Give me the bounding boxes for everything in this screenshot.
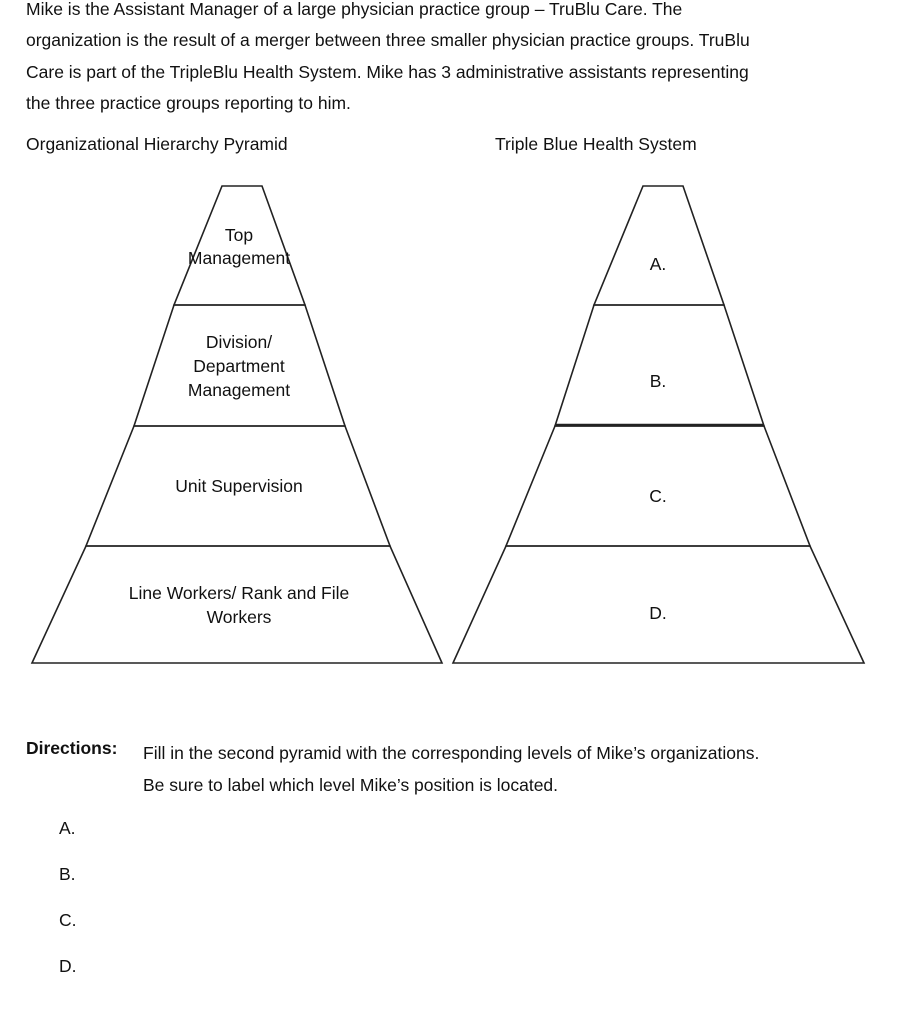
left-line-label-2: Workers [206,607,272,627]
right-level-c-label: C. [649,486,667,506]
intro-line-3: Care is part of the TripleBlu Health System. Mike has 3 administrative assistants representing [26,61,749,82]
directions-line-2: Be sure to label which level Mike’s position is located. [143,775,559,795]
directions-text [143,737,883,801]
right-level-a-shape [594,186,724,305]
answer-d-label: D. [59,956,77,976]
answer-a-label: A. [59,818,76,838]
directions-label: Directions: [26,738,118,758]
intro-line-4: the three practice groups reporting to him. [26,92,351,113]
left-division-label-1: Division/ [205,332,273,352]
left-top-label-1: Top [224,225,254,245]
answer-b-label: B. [59,864,76,884]
left-level-line-shape [32,546,442,663]
left-line-label-1: Line Workers/ Rank and File [128,583,350,603]
right-level-d-label: D. [649,603,667,623]
left-unit-label: Unit Supervision [175,476,303,496]
right-level-a-label: A. [649,254,667,274]
left-pyramid-heading: Organizational Hierarchy Pyramid [26,134,288,154]
right-level-b-label: B. [649,371,667,391]
left-top-label-2: Management [187,248,291,268]
right-pyramid-labels [649,254,667,623]
right-level-b-shape [555,305,764,426]
intro-line-1: Mike is the Assistant Manager of a large physician practice group – TruBlu Care. The [26,0,683,19]
intro-line-2: organization is the result of a merger between three smaller physician practice groups. TruBlu [26,30,750,51]
left-level-top-shape [174,186,305,305]
directions-line-1: Fill in the second pyramid with the corresponding levels of Mike’s organizations. [143,743,760,763]
left-division-label-2: Department [193,356,285,376]
right-pyramid-heading: Triple Blue Health System [495,134,697,154]
left-division-label-3: Management [187,380,291,400]
answer-c-label: C. [59,910,77,930]
